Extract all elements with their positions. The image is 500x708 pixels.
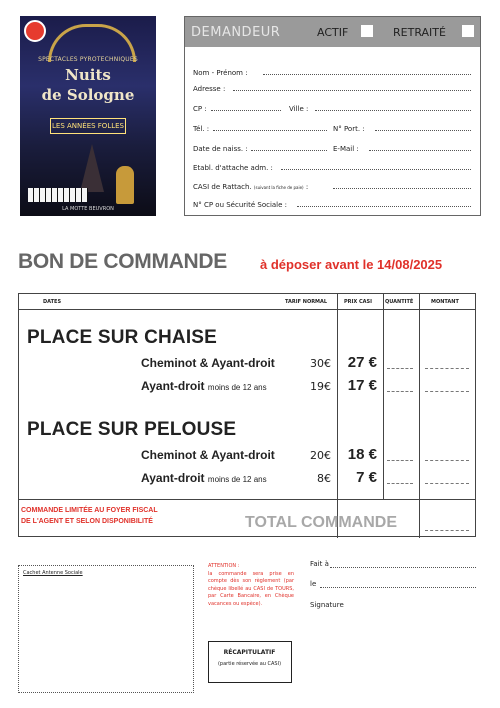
row-label: Cheminot & Ayant-droit: [141, 356, 275, 370]
header-prix: PRIX CASI: [344, 299, 372, 305]
demandeur-box: [184, 16, 481, 216]
col-divider: [419, 294, 420, 538]
total-field[interactable]: [425, 530, 469, 531]
row-prix: 18 €: [347, 446, 377, 463]
col-divider: [383, 294, 384, 499]
ville-label: Ville :: [289, 105, 309, 113]
adresse-label: Adresse :: [193, 85, 226, 93]
cachet-box: [18, 565, 194, 693]
attention-title: ATTENTION :: [208, 563, 240, 569]
cp-secu-field[interactable]: [297, 206, 471, 207]
dancer-figure-icon: [116, 166, 134, 204]
cp-label: CP :: [193, 105, 207, 113]
date-naiss-label: Date de naiss. :: [193, 145, 248, 153]
bon-de-commande-title: BON DE COMMANDE: [18, 250, 227, 273]
actif-label: ACTIF: [317, 26, 349, 39]
section-title-pelouse: PLACE SUR PELOUSE: [27, 419, 237, 440]
cp-field[interactable]: [211, 110, 281, 111]
date-naiss-field[interactable]: [251, 150, 327, 151]
row-prix: 17 €: [347, 377, 377, 394]
recap-box: [208, 641, 292, 683]
piano-keys-icon: [28, 188, 88, 202]
retraite-label: RETRAITÉ: [393, 26, 446, 39]
attention-note: [208, 563, 294, 609]
nom-field[interactable]: [263, 74, 471, 75]
col-divider: [337, 294, 338, 538]
row-prix: 7 €: [356, 469, 377, 486]
poster-show-name: LES ANNÉES FOLLES: [50, 118, 126, 134]
date-field[interactable]: [320, 587, 476, 588]
row-label: Cheminot & Ayant-droit: [141, 448, 275, 462]
etab-field[interactable]: [281, 169, 471, 170]
le-label: le: [310, 580, 317, 588]
header-montant: MONTANT: [431, 299, 459, 305]
tel-label: Tél. :: [193, 125, 210, 133]
email-field[interactable]: [369, 150, 471, 151]
poster-title-line2: de Sologne: [41, 86, 135, 104]
section-title-chaise: PLACE SUR CHAISE: [27, 327, 218, 348]
row-note: moins de 12 ans: [207, 383, 267, 392]
montant-field[interactable]: [425, 391, 469, 392]
header-tarif: TARIF NORMAL: [285, 299, 328, 305]
limit-note: COMMANDE LIMITÉE AU FOYER FISCAL DE L'AGENT ET SELON DISPONIBILITÉ: [21, 507, 158, 525]
tel-field[interactable]: [213, 130, 327, 131]
signature-label: Signature: [310, 601, 344, 609]
row-tarif: 30€: [310, 357, 331, 370]
port-field[interactable]: [375, 130, 471, 131]
ville-field[interactable]: [315, 110, 471, 111]
casi-logo-icon: [24, 20, 46, 42]
casi-note: (suivant la fiche de paie): [253, 185, 304, 190]
row-note: moins de 12 ans: [207, 475, 267, 484]
quantite-field[interactable]: [387, 460, 413, 461]
header-divider: [19, 309, 475, 310]
order-table: [18, 293, 476, 537]
header-dates: DATES: [43, 299, 62, 305]
quantite-field[interactable]: [387, 368, 413, 369]
footer-divider: [19, 499, 475, 500]
montant-field[interactable]: [425, 368, 469, 369]
deadline-text: à déposer avant le 14/08/2025: [260, 257, 443, 272]
fait-a-field[interactable]: [330, 567, 476, 568]
total-commande-label: TOTAL COMMANDE: [245, 514, 397, 531]
row-tarif: 8€: [317, 472, 331, 485]
event-poster: [20, 16, 156, 216]
email-label: E-Mail :: [333, 145, 359, 153]
recap-subtitle: (partie réservée au CASI): [217, 661, 282, 667]
port-label: N° Port. :: [333, 125, 365, 133]
recap-title: RÉCAPITULATIF: [223, 649, 276, 656]
demandeur-title: DEMANDEUR: [191, 25, 281, 40]
montant-field[interactable]: [425, 460, 469, 461]
quantite-field[interactable]: [387, 483, 413, 484]
fait-a-label: Fait à: [310, 560, 329, 568]
poster-subtitle: SPECTACLES PYROTECHNIQUES: [38, 56, 138, 63]
poster-title-line1: Nuits: [65, 66, 111, 84]
cp-secu-label: N° CP ou Sécurité Sociale :: [193, 201, 288, 209]
row-tarif: 19€: [310, 380, 331, 393]
montant-field[interactable]: [425, 483, 469, 484]
casi-label: CASI de Rattach. (suivant la fiche de paie) :: [193, 183, 309, 191]
row-prix: 27 €: [347, 354, 377, 371]
etab-label: Etabl. d'attache adm. :: [193, 164, 273, 172]
actif-checkbox[interactable]: [361, 25, 373, 37]
retraite-checkbox[interactable]: [462, 25, 474, 37]
row-label: Ayant-droit moins de 12 ans: [141, 471, 267, 485]
casi-field[interactable]: [333, 188, 471, 189]
quantite-field[interactable]: [387, 391, 413, 392]
eiffel-tower-icon: [80, 144, 104, 192]
nom-label: Nom - Prénom :: [193, 69, 248, 77]
attention-text: la commande sera prise en compte dès son règlement (par chèque libellé au CASI de TOURS, par Carte Bancaire, en Chèque vacances ou espèce).: [208, 570, 294, 607]
header-quantite: QUANTITÉ: [385, 299, 414, 305]
poster-footer: LA MOTTE BEUVRON: [62, 206, 114, 212]
cachet-label: Cachet Antenne Sociale: [23, 570, 83, 576]
row-tarif: 20€: [310, 449, 331, 462]
demandeur-header: [185, 17, 480, 47]
adresse-field[interactable]: [233, 90, 471, 91]
row-label: Ayant-droit moins de 12 ans: [141, 379, 267, 393]
